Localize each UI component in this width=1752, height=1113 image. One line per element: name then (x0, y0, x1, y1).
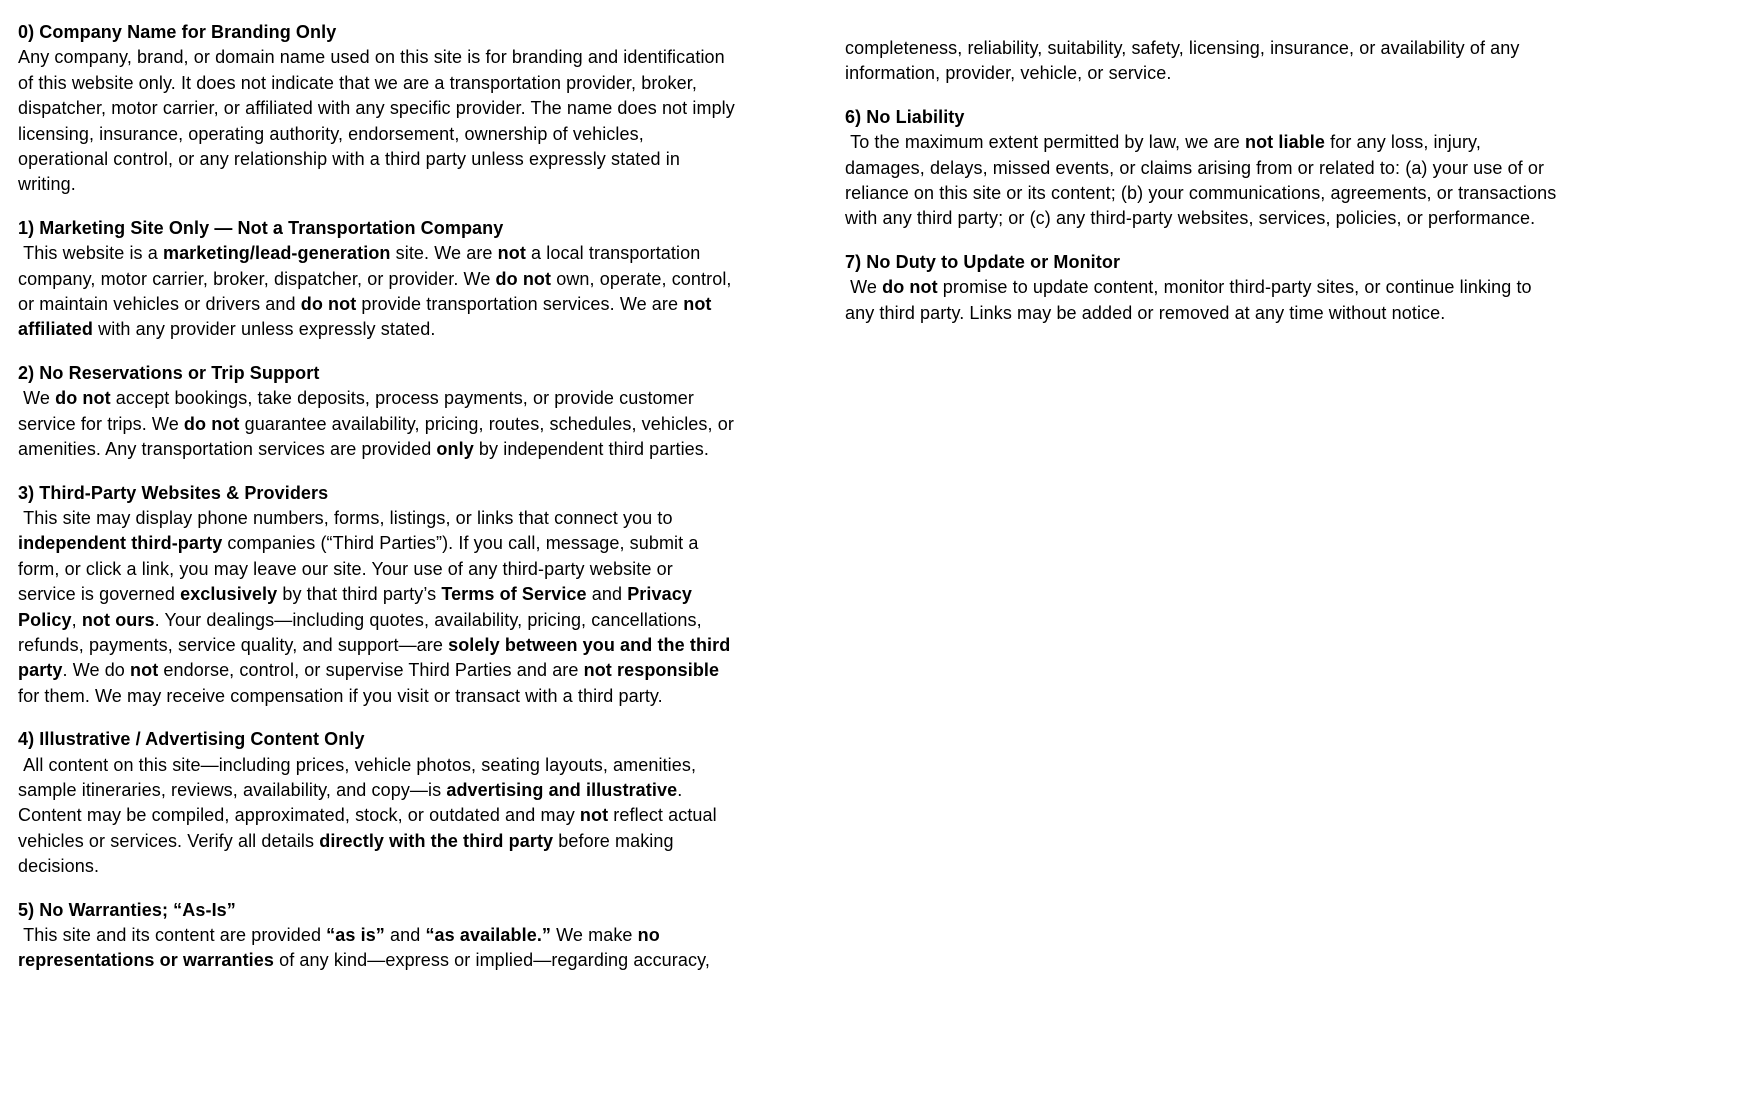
bold-text-run: not affiliated (18, 294, 717, 340)
text-run: a local transportation company, motor carrier, broker, dispatcher, or provider. We (18, 243, 706, 289)
section-body (845, 275, 1562, 326)
text-run: guarantee availability, pricing, routes, schedules, vehicles, or amenities. Any transportation services are provided (18, 413, 740, 460)
bold-text-run: do not (300, 294, 357, 315)
text-run: reflect actual vehicles or services. Verify all details (18, 805, 722, 851)
bold-text-run: Privacy Policy (18, 584, 698, 630)
text-run: This site and its content are provided (18, 925, 327, 945)
text-run: provide transportation services. We are (356, 294, 684, 315)
section-heading: 0) Company Name for Branding Only (18, 22, 337, 42)
bold-text-run: not responsible (583, 660, 720, 681)
text-run: by independent third parties. (473, 439, 709, 460)
text-run: before making decisions. (18, 830, 679, 877)
text-run: We (18, 388, 56, 409)
section-heading: 4) Illustrative / Advertising Content Only (18, 729, 365, 750)
text-run: All content on this site—including prices, vehicle photos, seating layouts, amenities, sample itineraries, reviews, availability, and copy—is (18, 754, 702, 800)
section-heading: 5) No Warranties; “As-Is” (18, 899, 236, 920)
text-run: with any provider unless expressly stated. (93, 319, 436, 340)
section-body (18, 241, 735, 343)
bold-text-run: only (436, 439, 474, 460)
disclaimer-section (845, 36, 1562, 87)
disclaimer-section (18, 20, 740, 198)
bold-text-run: exclusively (180, 584, 278, 605)
disclaimer-section (845, 105, 1562, 232)
text-run: of any kind—express or implied—regarding accuracy, (274, 950, 710, 971)
bold-text-run: directly with the third party (319, 830, 554, 851)
section-body (18, 753, 735, 880)
bold-text-run: not liable (1244, 132, 1325, 153)
bold-text-run: not (579, 805, 609, 826)
bold-text-run: do not (882, 277, 938, 298)
text-run: by that third party’s (277, 584, 442, 605)
disclaimer-section (845, 250, 1562, 326)
text-run: endorse, control, or supervise Third Parties and are (158, 660, 584, 681)
text-run: We (845, 277, 883, 298)
bold-text-run: do not (183, 413, 240, 434)
bold-text-run: solely between you and the third party (18, 634, 736, 681)
section-body (18, 45, 740, 197)
disclaimer-section (18, 361, 740, 463)
text-run: promise to update content, monitor third-party sites, or continue linking to any third party. Links may be added or removed at any time without notice. (845, 277, 1537, 323)
section-heading: 7) No Duty to Update or Monitor (845, 251, 1121, 272)
bold-text-run: marketing/lead-generation (162, 243, 391, 264)
bold-text-run: advertising and illustrative (446, 779, 678, 800)
text-column-left (18, 20, 740, 992)
text-run: , (71, 609, 82, 630)
bold-text-run: do not (55, 388, 111, 409)
bold-text-run: no representations or warranties (18, 925, 665, 971)
text-run: companies (“Third Parties”). If you call, message, submit a form, or click a link, you may leave our site. Your use of any third-party website or service is governed (18, 533, 704, 605)
bold-text-run: “as available.” (425, 925, 552, 945)
section-heading: 6) No Liability (845, 106, 965, 127)
bold-text-run: “as is” (326, 925, 385, 945)
bold-text-run: not ours (81, 609, 155, 630)
section-heading: 1) Marketing Site Only — Not a Transportation Company (18, 217, 504, 238)
section-body (18, 506, 735, 709)
text-run: We make (551, 925, 638, 945)
text-run: To the maximum extent permitted by law, we are (845, 132, 1245, 153)
text-run: own, operate, control, or maintain vehicles or drivers and (18, 268, 737, 315)
bold-text-run: Terms of Service (441, 584, 587, 605)
disclaimer-section (18, 481, 735, 710)
section-body (18, 923, 735, 974)
text-run: Any company, brand, or domain name used on this site is for branding and identification of this website only. It does not indicate that we are a transportation provider, broker, dispatcher, motor carrier, or affiliated with any specific provider. The name does not imply licensing, insurance, operating authority, endorsement, ownership of vehicles, operational control, or any relationship with a third party unless expressly stated in writing. (18, 47, 740, 195)
text-run: This site may display phone numbers, forms, listings, or links that connect you to (18, 507, 678, 528)
section-heading: 2) No Reservations or Trip Support (18, 362, 320, 383)
text-column-right (845, 20, 1562, 992)
section-body (845, 36, 1562, 87)
text-run: This website is a (18, 243, 163, 264)
bold-text-run: not (497, 243, 526, 264)
bold-text-run: do not (495, 268, 552, 289)
section-body (845, 130, 1562, 232)
text-run: accept bookings, take deposits, process payments, or provide customer service for trips. We (18, 388, 700, 434)
bold-text-run: independent third-party (18, 533, 223, 554)
section-body (18, 386, 740, 462)
text-run: for them. We may receive compensation if you visit or transact with a third party. (18, 660, 725, 706)
disclaimer-section (18, 727, 735, 879)
text-run: site. We are (390, 243, 498, 264)
text-run: and (586, 584, 628, 605)
text-run: for any loss, injury, damages, delays, missed events, or claims arising from or related to: (a) your use of or reliance on this site or its content; (b) your communications, agreements, or transactions with any third party; or (c) any third-party websites, services, policies, or performance. (845, 132, 1562, 229)
text-run: and (384, 925, 426, 945)
disclaimer-section (18, 216, 735, 343)
text-run: . Your dealings—including quotes, availability, pricing, cancellations, refunds, payments, service quality, and support—are (18, 609, 707, 655)
text-run: . We do (62, 660, 131, 681)
text-run: . Content may be compiled, approximated, stock, or outdated and may (18, 779, 688, 826)
disclaimer-section (18, 898, 735, 974)
text-run: completeness, reliability, suitability, safety, licensing, insurance, or availability of any information, provider, vehicle, or service. (845, 38, 1525, 84)
section-heading: 3) Third-Party Websites & Providers (18, 482, 329, 503)
bold-text-run: not (130, 660, 159, 681)
